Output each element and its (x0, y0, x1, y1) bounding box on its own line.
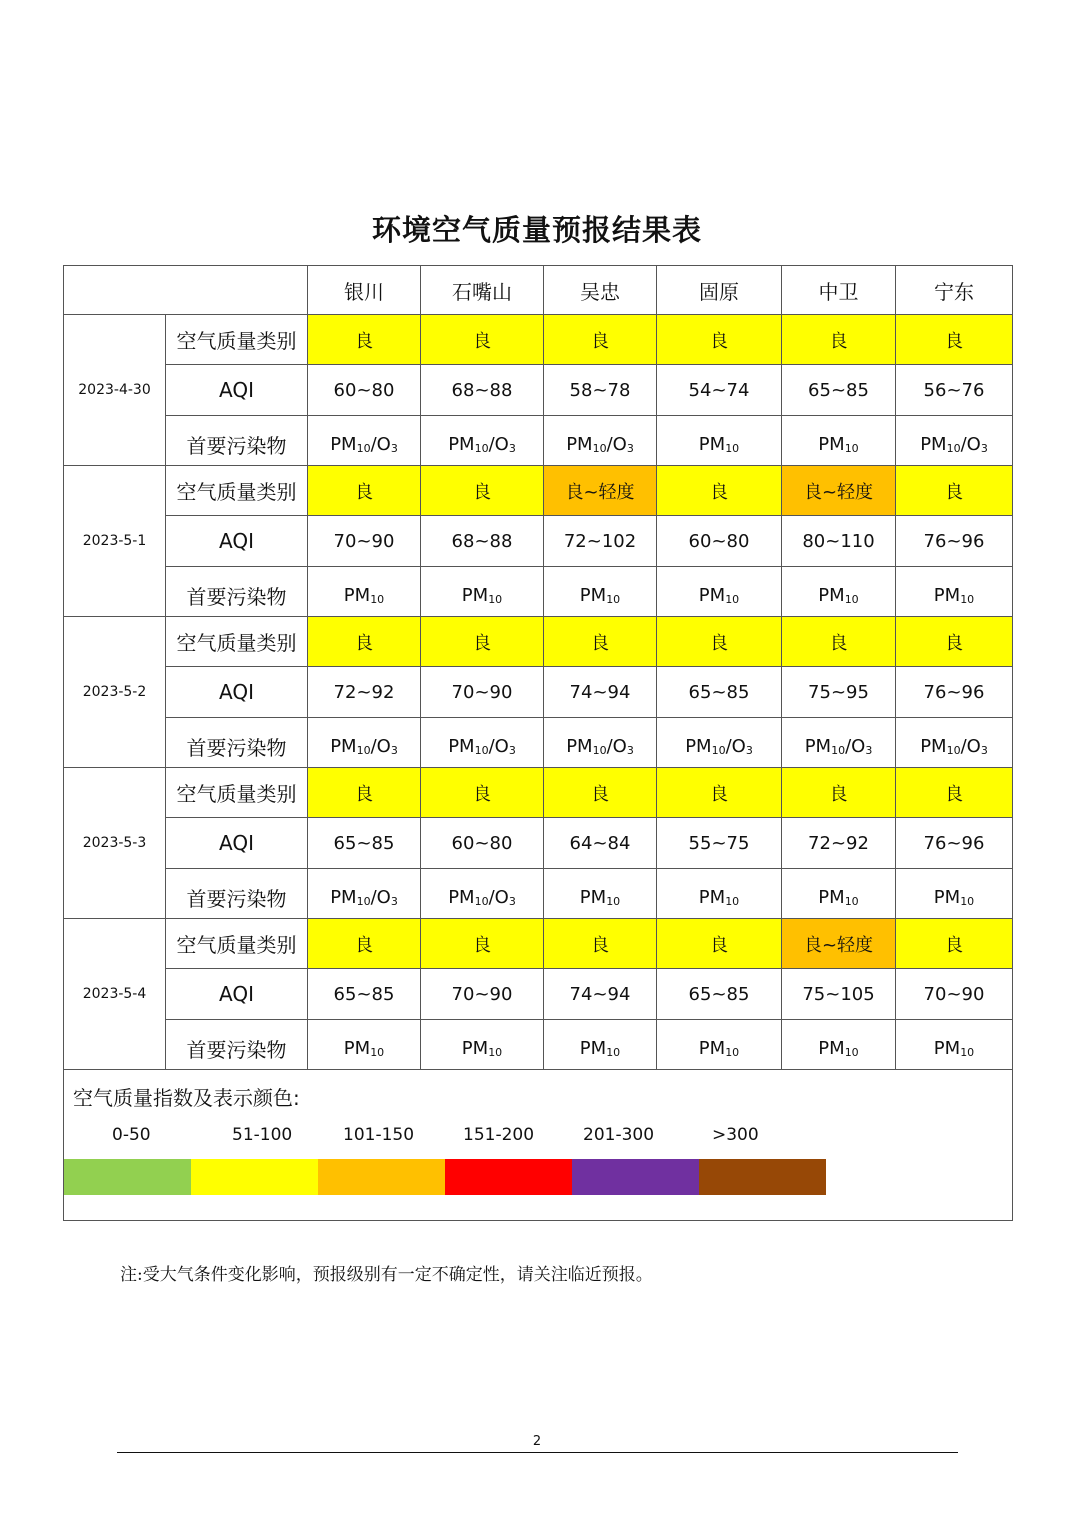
aqi-row (64, 818, 1013, 869)
legend-range-label: 0-50 (112, 1125, 151, 1145)
category-cell: 良 (308, 768, 421, 818)
pollutant-cell (896, 869, 1013, 919)
pollutant-text: $PM_{10}/O_3$ (330, 887, 398, 908)
pollutant-cell (782, 567, 896, 617)
pollutant-text: $PM_{10}/O_3$ (566, 736, 634, 757)
category-cell: 良 (657, 466, 782, 516)
row-label-aqi: AQI (166, 969, 308, 1020)
pollutant-cell (308, 718, 421, 768)
pollutant-cell (421, 567, 544, 617)
pollutant-text: $PM_{10}/O_3$ (566, 434, 634, 455)
aqi-cell: 54~74 (657, 365, 782, 416)
pollutant-text: $PM_{10}$ (933, 585, 975, 606)
aqi-cell: 75~105 (782, 969, 896, 1020)
header-corner-cell (64, 266, 308, 315)
pollutant-row (64, 416, 1013, 466)
aqi-cell: 72~102 (544, 516, 657, 567)
legend-range-label: 151-200 (463, 1125, 535, 1145)
city-header: 固原 (657, 266, 782, 315)
pollutant-row (64, 718, 1013, 768)
category-cell: 良 (657, 919, 782, 969)
row-label-aqi: AQI (166, 516, 308, 567)
pollutant-cell (782, 1020, 896, 1070)
pollutant-cell (308, 869, 421, 919)
pollutant-text: $PM_{10}/O_3$ (448, 887, 516, 908)
category-cell: 良 (782, 768, 896, 818)
date-cell: 2023-5-1 (64, 466, 166, 617)
pollutant-cell (782, 869, 896, 919)
row-label-category: 空气质量类别 (166, 315, 308, 365)
category-cell: 良~轻度 (782, 466, 896, 516)
category-row (64, 315, 1013, 365)
legend-color-bar (64, 1159, 826, 1195)
pollutant-cell (421, 869, 544, 919)
legend-range-label: >300 (712, 1125, 759, 1145)
category-cell: 良~轻度 (782, 919, 896, 969)
forecast-table (63, 265, 1013, 1221)
pollutant-text: $PM_{10}$ (698, 585, 740, 606)
category-cell: 良 (657, 315, 782, 365)
legend-title: 空气质量指数及表示颜色: (73, 1086, 300, 1110)
legend-swatch (64, 1159, 191, 1195)
pollutant-cell (896, 718, 1013, 768)
pollutant-cell (308, 567, 421, 617)
pollutant-text: $PM_{10}/O_3$ (330, 434, 398, 455)
aqi-cell: 60~80 (308, 365, 421, 416)
pollutant-text: $PM_{10}$ (818, 1038, 859, 1059)
pollutant-cell (657, 869, 782, 919)
pollutant-cell (896, 567, 1013, 617)
aqi-cell: 70~90 (421, 667, 544, 718)
row-label-pollutant-text: 首要污染物 (186, 1038, 287, 1062)
row-label-pollutant (166, 869, 308, 919)
pollutant-text: $PM_{10}/O_3$ (685, 736, 753, 757)
date-cell: 2023-5-4 (64, 919, 166, 1070)
aqi-cell: 74~94 (544, 667, 657, 718)
aqi-cell: 58~78 (544, 365, 657, 416)
aqi-cell: 65~85 (308, 969, 421, 1020)
row-label-category: 空气质量类别 (166, 919, 308, 969)
aqi-cell: 64~84 (544, 818, 657, 869)
aqi-cell: 68~88 (421, 516, 544, 567)
pollutant-text: $PM_{10}$ (579, 585, 621, 606)
category-cell: 良 (421, 315, 544, 365)
category-cell: 良 (896, 768, 1013, 818)
aqi-cell: 72~92 (308, 667, 421, 718)
pollutant-row (64, 567, 1013, 617)
row-label-aqi: AQI (166, 365, 308, 416)
city-header: 宁东 (896, 266, 1013, 315)
pollutant-text: $PM_{10}$ (579, 1038, 621, 1059)
aqi-cell: 76~96 (896, 667, 1013, 718)
category-cell: 良 (544, 617, 657, 667)
pollutant-text: $PM_{10}$ (818, 887, 859, 908)
pollutant-text: $PM_{10}$ (461, 585, 503, 606)
row-label-pollutant-text: 首要污染物 (186, 434, 287, 458)
pollutant-text: $PM_{10}$ (343, 585, 385, 606)
header-row (64, 266, 1013, 315)
pollutant-cell (782, 416, 896, 466)
pollutant-cell (308, 416, 421, 466)
aqi-row (64, 969, 1013, 1020)
pollutant-cell (782, 718, 896, 768)
pollutant-cell (544, 1020, 657, 1070)
pollutant-row (64, 869, 1013, 919)
aqi-cell: 60~80 (657, 516, 782, 567)
aqi-cell: 76~96 (896, 516, 1013, 567)
pollutant-text: $PM_{10}$ (698, 887, 740, 908)
aqi-cell: 55~75 (657, 818, 782, 869)
category-cell: 良 (308, 617, 421, 667)
pollutant-cell (421, 416, 544, 466)
footer-divider (117, 1452, 958, 1453)
aqi-cell: 74~94 (544, 969, 657, 1020)
aqi-cell: 80~110 (782, 516, 896, 567)
aqi-cell: 72~92 (782, 818, 896, 869)
category-cell: 良 (421, 919, 544, 969)
aqi-cell: 65~85 (657, 969, 782, 1020)
category-cell: 良 (308, 315, 421, 365)
category-cell: 良 (896, 315, 1013, 365)
pollutant-text: $PM_{10}$ (343, 1038, 385, 1059)
date-cell: 2023-5-2 (64, 617, 166, 768)
legend-range-label: 201-300 (583, 1125, 655, 1145)
pollutant-cell (657, 567, 782, 617)
row-label-aqi: AQI (166, 667, 308, 718)
aqi-cell: 70~90 (421, 969, 544, 1020)
category-cell: 良 (421, 768, 544, 818)
pollutant-cell (544, 718, 657, 768)
row-label-pollutant (166, 1020, 308, 1070)
aqi-cell: 65~85 (308, 818, 421, 869)
pollutant-text: $PM_{10}$ (698, 1038, 740, 1059)
category-cell: 良 (782, 315, 896, 365)
pollutant-cell (308, 1020, 421, 1070)
row-label-pollutant-text: 首要污染物 (186, 736, 287, 760)
legend-range-label: 101-150 (343, 1125, 415, 1145)
aqi-cell: 65~85 (782, 365, 896, 416)
category-cell: 良 (544, 768, 657, 818)
aqi-cell: 60~80 (421, 818, 544, 869)
row-label-pollutant (166, 567, 308, 617)
legend-range-label: 51-100 (232, 1125, 293, 1145)
legend-swatch (699, 1159, 826, 1195)
aqi-cell: 70~90 (308, 516, 421, 567)
category-cell: 良 (896, 919, 1013, 969)
category-cell: 良 (782, 617, 896, 667)
row-label-category: 空气质量类别 (166, 768, 308, 818)
row-label-pollutant (166, 416, 308, 466)
pollutant-row (64, 1020, 1013, 1070)
row-label-pollutant-text: 首要污染物 (186, 887, 287, 911)
pollutant-text: $PM_{10}/O_3$ (448, 736, 516, 757)
pollutant-text: $PM_{10}/O_3$ (804, 736, 873, 757)
category-cell: 良 (421, 617, 544, 667)
pollutant-text: $PM_{10}$ (698, 434, 740, 455)
pollutant-cell (657, 416, 782, 466)
legend-swatch (572, 1159, 699, 1195)
pollutant-text: $PM_{10}$ (933, 1038, 975, 1059)
category-cell: 良 (657, 768, 782, 818)
pollutant-cell (544, 869, 657, 919)
category-cell: 良~轻度 (544, 466, 657, 516)
aqi-row (64, 516, 1013, 567)
category-row (64, 466, 1013, 516)
row-label-pollutant-text: 首要污染物 (186, 585, 287, 609)
legend-swatch (318, 1159, 445, 1195)
aqi-cell: 70~90 (896, 969, 1013, 1020)
category-cell: 良 (544, 315, 657, 365)
category-cell: 良 (896, 466, 1013, 516)
pollutant-cell (544, 416, 657, 466)
category-row (64, 768, 1013, 818)
aqi-cell: 76~96 (896, 818, 1013, 869)
aqi-cell: 65~85 (657, 667, 782, 718)
category-row (64, 919, 1013, 969)
pollutant-cell (657, 1020, 782, 1070)
pollutant-text: $PM_{10}$ (579, 887, 621, 908)
legend-ranges (64, 1125, 844, 1149)
pollutant-cell (896, 416, 1013, 466)
aqi-row (64, 667, 1013, 718)
pollutant-text: $PM_{10}$ (461, 1038, 503, 1059)
pollutant-cell (896, 1020, 1013, 1070)
city-header: 吴忠 (544, 266, 657, 315)
category-cell: 良 (896, 617, 1013, 667)
aqi-cell: 56~76 (896, 365, 1013, 416)
aqi-row (64, 365, 1013, 416)
category-cell: 良 (657, 617, 782, 667)
category-row (64, 617, 1013, 667)
pollutant-text: $PM_{10}$ (818, 434, 859, 455)
pollutant-text: $PM_{10}/O_3$ (448, 434, 516, 455)
pollutant-cell (421, 1020, 544, 1070)
pollutant-text: $PM_{10}/O_3$ (330, 736, 398, 757)
category-cell: 良 (308, 919, 421, 969)
city-header: 银川 (308, 266, 421, 315)
pollutant-cell (657, 718, 782, 768)
row-label-category: 空气质量类别 (166, 617, 308, 667)
pollutant-text: $PM_{10}$ (933, 887, 975, 908)
city-header: 中卫 (782, 266, 896, 315)
legend-row (64, 1070, 1013, 1221)
row-label-category: 空气质量类别 (166, 466, 308, 516)
pollutant-cell (544, 567, 657, 617)
row-label-aqi: AQI (166, 818, 308, 869)
legend-cell (64, 1070, 1013, 1221)
date-cell: 2023-5-3 (64, 768, 166, 919)
pollutant-text: $PM_{10}$ (818, 585, 859, 606)
category-cell: 良 (421, 466, 544, 516)
category-cell: 良 (544, 919, 657, 969)
footnote: 注:受大气条件变化影响，预报级别有一定不确定性，请关注临近预报。 (120, 1265, 653, 1285)
pollutant-text: $PM_{10}/O_3$ (920, 434, 988, 455)
aqi-cell: 68~88 (421, 365, 544, 416)
page-number: 2 (532, 1434, 542, 1449)
date-cell: 2023-4-30 (64, 315, 166, 466)
page-title: 环境空气质量预报结果表 (371, 213, 702, 247)
city-header: 石嘴山 (421, 266, 544, 315)
legend-swatch (191, 1159, 318, 1195)
pollutant-cell (421, 718, 544, 768)
row-label-pollutant (166, 718, 308, 768)
pollutant-text: $PM_{10}/O_3$ (920, 736, 988, 757)
aqi-cell: 75~95 (782, 667, 896, 718)
legend-swatch (445, 1159, 572, 1195)
category-cell: 良 (308, 466, 421, 516)
